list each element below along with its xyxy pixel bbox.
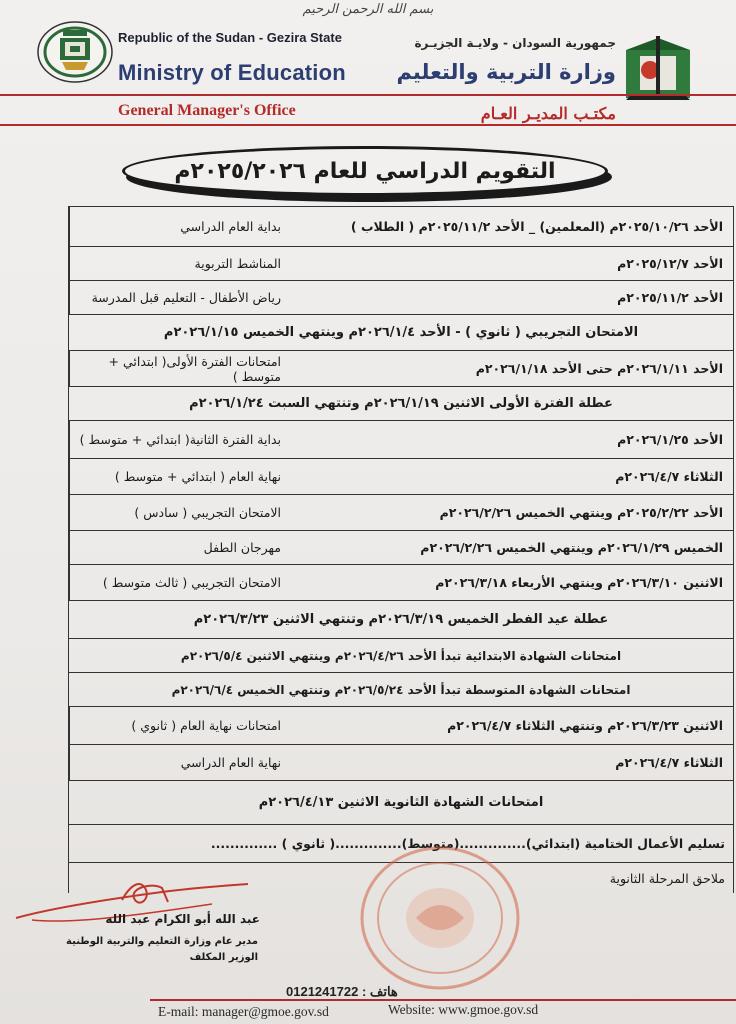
row-label: الامتحان التجريبي ( ثالث متوسط ) [69,565,289,600]
row-value: الأحد ٢٠٢٥/٢/٢٢م وينتهي الخميس ٢٠٢٦/٢/٢٦م [439,505,723,520]
calendar-table [68,206,734,893]
signatory-title [66,934,258,966]
footer-website: Website: www.gmoe.gov.sd [388,1002,539,1017]
phone-number: 0121241722 [286,984,359,999]
ministry-name-en: Ministry of Education [118,60,346,85]
row-merged-text: عطلة عيد الفطر الخميس ٢٠٢٦/٣/١٩م وتنتهي الاثنين ٢٠٢٦/٣/٢٣م [193,612,609,627]
signatory-title-line2: الوزير المكلف [189,952,258,963]
row-merged-text: الامتحان التجريبي ( ثانوي ) - الأحد ٢٠٢٦/١/٤م وينتهي الخميس ٢٠٢٦/١/١٥م [163,325,639,340]
table-row [68,421,734,459]
row-value: الخميس ٢٠٢٦/١/٢٩م وينتهي الخميس ٢٠٢٦/٢/٢٦م [420,540,723,555]
row-value: الأحد ٢٠٢٥/١٢/٧م [617,256,723,271]
table-row-merged [68,601,734,639]
row-value: الاثنين ٢٠٢٦/٣/١٠م وينتهي الأربعاء ٢٠٢٦/٣/١٨م [435,575,723,590]
row-merged-text: امتحانات الشهادة الابتدائية تبدأ الأحد ٢٠٢٦/٤/٢٦م وينتهي الاثنين ٢٠٢٦/٥/٤م [180,648,622,663]
table-row-merged [68,639,734,673]
row-label: مهرجان الطفل [69,531,289,564]
calendar-title-box [122,146,608,196]
table-row [68,495,734,531]
table-row [68,565,734,601]
table-row-merged [68,673,734,707]
footer-email: E-mail: manager@gmoe.gov.sd [158,1004,329,1019]
row-merged-text: عطلة الفترة الأولى الاثنين ٢٠٢٦/١/١٩م وتنتهي السبت ٢٠٢٦/١/٢٤م [189,396,613,411]
final-works-text: تسليم الأعمال الختامية (ابتدائي)..............(متوسط)..............( ثانوي ) .............. [210,836,725,851]
ministry-name-ar: وزارة التربية والتعليم [396,60,616,84]
header-divider [0,94,736,96]
ministry-emblem-right [620,30,696,102]
table-row-merged [68,781,734,825]
official-stamp [356,842,524,994]
phone-label: هاتف : [361,984,398,999]
table-row [68,351,734,387]
row-label: بداية الفترة الثانية( ابتدائي + متوسط ) [69,421,289,458]
row-value: الأحد ٢٠٢٦/١/١١م حتى الأحد ٢٠٢٦/١/١٨م [475,361,723,376]
table-row [68,459,734,495]
row-value: الثلاثاء ٢٠٢٦/٤/٧م [615,469,723,484]
office-name-en: General Manager's Office [118,102,296,119]
office-divider [0,124,736,126]
basmala: بسم الله الرحمن الرحيم [302,2,434,17]
row-value: الاثنين ٢٠٢٦/٣/٢٣م وتنتهي الثلاثاء ٢٠٢٦/٤/٧م [447,718,723,733]
row-label: الامتحان التجريبي ( سادس ) [69,495,289,530]
secondary-supplement-text: ملاحق المرحلة الثانوية [609,870,725,886]
row-value: الأحد ٢٠٢٥/١٠/٢٦م (المعلمين) _ الأحد ٢٠٢٥/١١/٢م ( الطلاب ) [350,219,723,234]
table-row [68,531,734,565]
office-name-ar: مكتـب المديـر العـام [480,104,616,123]
row-label: امتحانات نهاية العام ( ثانوي ) [69,707,289,744]
republic-name-ar: جمهورية السودان - ولايـة الجزيـرة [414,36,616,50]
signatory-title-line1: مدير عام وزارة التعليم والتربية الوطنية [66,936,258,947]
calendar-title: التقويم الدراسي للعام ٢٠٢٥/٢٠٢٦م [174,158,556,184]
signatory-name: عبد الله أبو الكرام عبد الله [105,912,260,926]
row-merged-text: امتحانات الشهادة الثانوية الاثنين ٢٠٢٦/٤/١٣م [258,795,544,810]
table-row [68,247,734,281]
row-label: امتحانات الفترة الأولى( ابتدائي + متوسط ) [69,351,289,386]
row-label: بداية العام الدراسي [69,207,289,246]
ministry-emblem-left [36,20,114,84]
table-row [68,707,734,745]
footer-phone [286,984,398,1000]
table-row [68,745,734,781]
row-label: نهاية العام ( ابتدائي + متوسط ) [69,459,289,494]
table-row [68,207,734,247]
row-value: الثلاثاء ٢٠٢٦/٤/٧م [615,755,723,770]
republic-name-en: Republic of the Sudan - Gezira State [118,30,342,45]
row-label: نهاية العام الدراسي [69,745,289,780]
row-value: الأحد ٢٠٢٦/١/٢٥م [617,432,723,447]
row-value: الأحد ٢٠٢٥/١١/٢م [617,290,723,305]
row-merged-text: امتحانات الشهادة المتوسطة تبدأ الأحد ٢٠٢٦/٥/٢٤م وتنتهي الخميس ٢٠٢٦/٦/٤م [171,682,631,697]
footer-divider [150,999,736,1001]
table-row-merged [68,387,734,421]
table-row [68,281,734,315]
row-label: رياض الأطفال - التعليم قبل المدرسة [69,281,289,314]
row-label: المناشط التربوية [69,247,289,280]
table-row-merged [68,315,734,351]
